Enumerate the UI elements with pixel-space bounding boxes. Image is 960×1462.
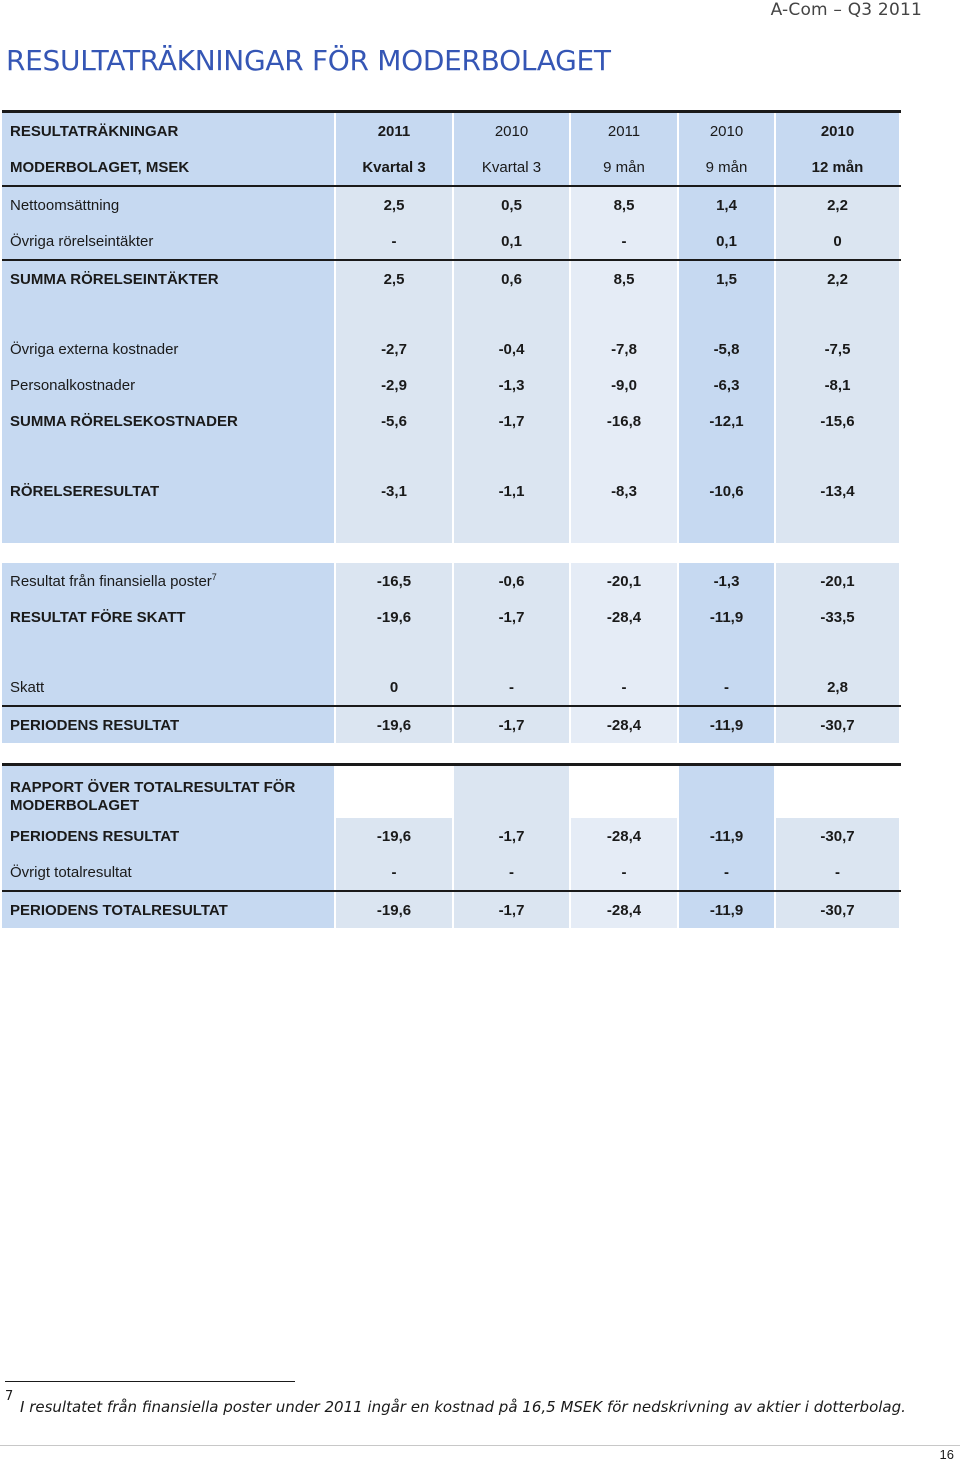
table-header-row: [2, 149, 900, 186]
row-value: -30,7: [775, 891, 900, 928]
table-header-row: [2, 112, 900, 150]
row-value: -: [570, 854, 678, 891]
row-value: -28,4: [570, 818, 678, 854]
page-number: 16: [939, 1447, 954, 1462]
row-value: -16,5: [335, 563, 453, 599]
row-value: -: [335, 223, 453, 260]
spacer-row: [2, 297, 900, 331]
row-value: -0,6: [453, 563, 570, 599]
row-value: -5,6: [335, 403, 453, 439]
row-value: -9,0: [570, 367, 678, 403]
row-label: PERIODENS TOTALRESULTAT: [2, 891, 335, 928]
row-value: 0,1: [453, 223, 570, 260]
row-value: 1,4: [678, 186, 775, 223]
row-value: 8,5: [570, 186, 678, 223]
header-cell: Kvartal 3: [335, 149, 453, 186]
row-value: -20,1: [775, 563, 900, 599]
table-row: [2, 260, 900, 297]
row-value: -7,5: [775, 331, 900, 367]
row-value: -2,7: [335, 331, 453, 367]
table-row: [2, 186, 900, 223]
row-value: -: [678, 854, 775, 891]
row-label: [2, 563, 335, 599]
row-label: Nettoomsättning: [2, 186, 335, 223]
table-row: [2, 367, 900, 403]
table-row: [2, 854, 900, 891]
row-label: Personalkostnader: [2, 367, 335, 403]
table-row: [2, 223, 900, 260]
footnote-number: 7: [5, 1389, 14, 1404]
section-heading: RAPPORT ÖVER TOTALRESULTAT FÖR MODERBOLAGET: [2, 765, 335, 819]
table-row: [2, 669, 900, 706]
table-row: [2, 563, 900, 599]
row-value: -1,3: [678, 563, 775, 599]
row-value: -: [775, 854, 900, 891]
row-value: 1,5: [678, 260, 775, 297]
row-value: -1,7: [453, 818, 570, 854]
row-value: -20,1: [570, 563, 678, 599]
row-value: 2,5: [335, 260, 453, 297]
row-value: -5,8: [678, 331, 775, 367]
row-label: Skatt: [2, 669, 335, 706]
header-cell: 2011: [335, 112, 453, 150]
row-value: -3,1: [335, 473, 453, 509]
row-value: -1,7: [453, 706, 570, 743]
row-label: Övrigt totalresultat: [2, 854, 335, 891]
row-label: RESULTAT FÖRE SKATT: [2, 599, 335, 635]
header-label: RESULTATRÄKNINGAR: [2, 112, 335, 150]
row-value: 8,5: [570, 260, 678, 297]
row-value: -16,8: [570, 403, 678, 439]
row-value: -: [453, 669, 570, 706]
page-title: RESULTATRÄKNINGAR FÖR MODERBOLAGET: [6, 44, 611, 77]
row-value: -1,1: [453, 473, 570, 509]
spacer-row: [2, 509, 900, 543]
row-value: -11,9: [678, 891, 775, 928]
row-value: -: [678, 669, 775, 706]
row-value: -19,6: [335, 706, 453, 743]
footnote-ref: 7: [211, 572, 217, 582]
header-cell: 2011: [570, 112, 678, 150]
row-value: -19,6: [335, 818, 453, 854]
row-value: -12,1: [678, 403, 775, 439]
row-value: -11,9: [678, 706, 775, 743]
table-row: [2, 403, 900, 439]
row-value: 0,6: [453, 260, 570, 297]
header-cell: 9 mån: [570, 149, 678, 186]
row-value: -: [453, 854, 570, 891]
row-value: 0,5: [453, 186, 570, 223]
row-value: 0: [335, 669, 453, 706]
header-cell: 2010: [775, 112, 900, 150]
row-value: -1,7: [453, 599, 570, 635]
document-header: A-Com – Q3 2011: [770, 0, 922, 20]
row-value: -11,9: [678, 818, 775, 854]
row-label: PERIODENS RESULTAT: [2, 706, 335, 743]
table-row: [2, 818, 900, 854]
table-row: [2, 473, 900, 509]
row-value: -1,7: [453, 891, 570, 928]
footnote-text: I resultatet från finansiella poster under 2011 ingår en kostnad på 16,5 MSEK för nedskrivning av aktier i dotterbolag.: [20, 1398, 906, 1416]
row-value: -30,7: [775, 706, 900, 743]
row-label: PERIODENS RESULTAT: [2, 818, 335, 854]
header-label: MODERBOLAGET, MSEK: [2, 149, 335, 186]
row-value: -6,3: [678, 367, 775, 403]
row-value: 0,1: [678, 223, 775, 260]
row-value: -: [570, 669, 678, 706]
row-value: -19,6: [335, 599, 453, 635]
row-value: -33,5: [775, 599, 900, 635]
row-label: RÖRELSERESULTAT: [2, 473, 335, 509]
header-cell: 2010: [678, 112, 775, 150]
row-value: -13,4: [775, 473, 900, 509]
row-value: -8,1: [775, 367, 900, 403]
table-row: [2, 331, 900, 367]
row-value: -8,3: [570, 473, 678, 509]
row-value: 2,2: [775, 186, 900, 223]
row-label: Övriga externa kostnader: [2, 331, 335, 367]
footnote-divider: [5, 1381, 295, 1382]
row-value: 2,8: [775, 669, 900, 706]
row-value: -15,6: [775, 403, 900, 439]
header-cell: 9 mån: [678, 149, 775, 186]
row-label-text: Resultat från finansiella poster: [10, 573, 212, 590]
row-value: 2,2: [775, 260, 900, 297]
table-row: [2, 599, 900, 635]
row-value: -0,4: [453, 331, 570, 367]
row-label: SUMMA RÖRELSEINTÄKTER: [2, 260, 335, 297]
row-value: 2,5: [335, 186, 453, 223]
footer-divider: [0, 1445, 960, 1446]
row-value: -28,4: [570, 891, 678, 928]
row-value: 0: [775, 223, 900, 260]
header-cell: 12 mån: [775, 149, 900, 186]
row-value: -19,6: [335, 891, 453, 928]
row-value: -1,3: [453, 367, 570, 403]
row-value: -11,9: [678, 599, 775, 635]
income-statement-table: [2, 110, 901, 928]
row-label: Övriga rörelseintäkter: [2, 223, 335, 260]
spacer-row: [2, 439, 900, 473]
row-value: -28,4: [570, 599, 678, 635]
spacer-row: [2, 635, 900, 669]
row-value: -1,7: [453, 403, 570, 439]
row-value: -: [570, 223, 678, 260]
table-row: [2, 891, 900, 928]
section-heading-row: [2, 765, 900, 819]
row-value: -30,7: [775, 818, 900, 854]
row-value: -28,4: [570, 706, 678, 743]
header-cell: 2010: [453, 112, 570, 150]
header-cell: Kvartal 3: [453, 149, 570, 186]
row-value: -7,8: [570, 331, 678, 367]
row-label: SUMMA RÖRELSEKOSTNADER: [2, 403, 335, 439]
table-row: [2, 706, 900, 743]
row-value: -10,6: [678, 473, 775, 509]
row-value: -2,9: [335, 367, 453, 403]
row-value: -: [335, 854, 453, 891]
